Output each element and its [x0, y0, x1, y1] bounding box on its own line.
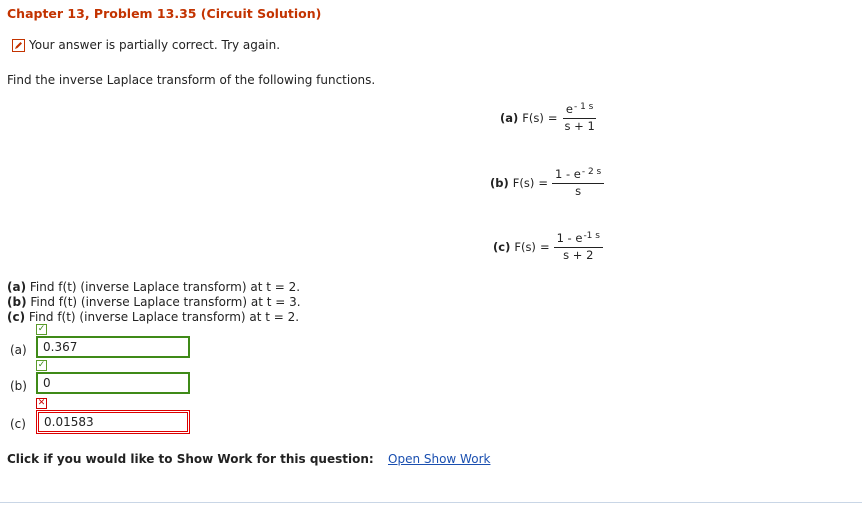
answer-label: (b) [10, 379, 27, 393]
equation-lhs: F(s) [514, 239, 536, 254]
equation-label: (a) [500, 110, 519, 125]
checkmark-icon: ✓ [37, 324, 46, 334]
answer-row-c [10, 398, 190, 434]
cross-icon: ✕ [37, 398, 46, 408]
question-a [7, 280, 300, 294]
equation-lhs: F(s) [522, 110, 544, 125]
problem-title: Chapter 13, Problem 13.35 (Circuit Solution) [7, 6, 322, 21]
show-work-prompt: Click if you would like to Show Work for this question: [7, 452, 374, 466]
numerator: $e^{- 1 s}$ [563, 103, 596, 119]
denominator: s [575, 184, 582, 198]
question-text: Find f(t) (inverse Laplace transform) at t = 2. [28, 310, 300, 324]
equals-sign: = [538, 175, 548, 190]
answer-input-b[interactable]: 0 [36, 372, 190, 394]
equals-sign: = [539, 239, 550, 254]
equation-b [490, 168, 604, 197]
answer-input-a[interactable]: 0.367 [36, 336, 190, 358]
fraction [554, 232, 603, 261]
answer-input-c[interactable]: 0.01583 [36, 410, 190, 434]
question-text: Find f(t) (inverse Laplace transform) at t = 3. [30, 295, 301, 309]
status-text: Your answer is partially correct. Try again. [29, 38, 281, 52]
answer-row-a [10, 324, 190, 358]
fraction [562, 103, 598, 132]
denominator: s + 1 [564, 119, 595, 133]
equation-label: (c) [493, 239, 511, 254]
open-show-work-link[interactable]: Open Show Work [388, 452, 491, 466]
checkmark-icon: ✓ [37, 360, 46, 370]
answer-label: (c) [10, 417, 26, 431]
question-label: (b) [7, 295, 27, 309]
answer-label: (a) [10, 343, 27, 357]
status-message [12, 38, 280, 52]
question-text: Find f(t) (inverse Laplace transform) at t = 2. [29, 280, 301, 294]
equation-label: (b) [490, 175, 509, 190]
equation-a [500, 103, 598, 132]
question-b [7, 295, 301, 309]
question-label: (a) [7, 280, 27, 294]
equation-lhs: F(s) [512, 175, 535, 190]
equation-c [493, 232, 603, 261]
numerator: $1 - e^{-1 s}$ [554, 232, 603, 248]
question-c [7, 310, 299, 324]
question-label: (c) [7, 310, 26, 324]
pencil-icon [12, 39, 25, 52]
instruction-text: Find the inverse Laplace transform of the following functions. [7, 73, 376, 87]
answer-row-b [10, 360, 190, 394]
denominator: s + 2 [563, 248, 594, 262]
fraction [552, 168, 604, 197]
divider [0, 502, 862, 503]
equals-sign: = [547, 110, 558, 125]
numerator: $1 - e^{- 2 s}$ [552, 168, 604, 184]
